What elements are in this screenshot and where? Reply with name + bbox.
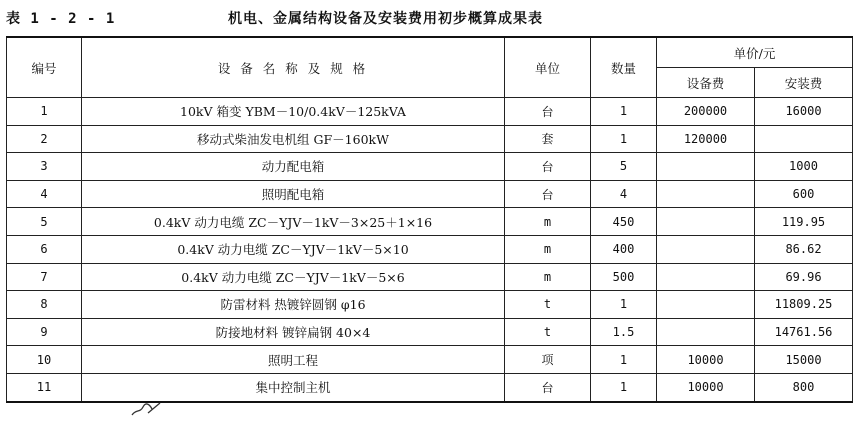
cell-unit: m (505, 235, 591, 263)
cell-install-fee: 11809.25 (755, 291, 853, 319)
cell-no: 7 (7, 263, 82, 291)
table-row (7, 263, 853, 291)
cell-equip-fee: 120000 (657, 125, 755, 153)
table-number: 表 1 - 2 - 1 (6, 11, 116, 27)
header-qty: 数量 (591, 37, 657, 98)
cell-name: 照明工程 (82, 346, 505, 374)
cell-name: 0.4kV 动力电缆 ZC－YJV－1kV－5×6 (82, 263, 505, 291)
table-row (7, 373, 853, 401)
cell-equip-fee (657, 291, 755, 319)
cell-unit: 台 (505, 153, 591, 181)
pen-mark (130, 399, 164, 419)
cell-no: 4 (7, 180, 82, 208)
header-equip-fee: 设备费 (657, 68, 755, 98)
cell-install-fee (755, 125, 853, 153)
cell-equip-fee (657, 208, 755, 236)
header-install-fee: 安装费 (755, 68, 853, 98)
cell-equip-fee: 200000 (657, 98, 755, 126)
cell-qty: 450 (591, 208, 657, 236)
cell-equip-fee (657, 180, 755, 208)
cell-no: 1 (7, 98, 82, 126)
cell-install-fee: 69.96 (755, 263, 853, 291)
cell-no: 11 (7, 373, 82, 401)
cell-install-fee: 16000 (755, 98, 853, 126)
table-row (7, 125, 853, 153)
cost-estimate-table (6, 36, 853, 403)
cell-no: 6 (7, 235, 82, 263)
cell-name: 动力配电箱 (82, 153, 505, 181)
cell-unit: t (505, 291, 591, 319)
cell-name: 防接地材料 镀锌扁钢 40×4 (82, 318, 505, 346)
cell-name: 照明配电箱 (82, 180, 505, 208)
table-row (7, 291, 853, 319)
cell-no: 5 (7, 208, 82, 236)
cell-equip-fee: 10000 (657, 373, 755, 401)
header-unit: 单位 (505, 37, 591, 98)
table-row (7, 153, 853, 181)
table-row (7, 318, 853, 346)
cell-unit: 台 (505, 180, 591, 208)
cell-no: 3 (7, 153, 82, 181)
header-row (7, 37, 853, 68)
cell-qty: 1 (591, 125, 657, 153)
cell-install-fee: 86.62 (755, 235, 853, 263)
table-row (7, 208, 853, 236)
table-row (7, 346, 853, 374)
cell-qty: 1 (591, 291, 657, 319)
cell-install-fee: 119.95 (755, 208, 853, 236)
cell-qty: 1.5 (591, 318, 657, 346)
cell-equip-fee (657, 153, 755, 181)
cell-equip-fee: 10000 (657, 346, 755, 374)
cell-qty: 1 (591, 373, 657, 401)
cell-no: 10 (7, 346, 82, 374)
header-name: 设 备 名 称 及 规 格 (82, 37, 505, 98)
cell-unit: 台 (505, 98, 591, 126)
cell-qty: 4 (591, 180, 657, 208)
cell-name: 10kV 箱变 YBM－10/0.4kV－125kVA (82, 98, 505, 126)
cell-qty: 500 (591, 263, 657, 291)
header-unit-price: 单价/元 (657, 37, 853, 68)
cell-qty: 400 (591, 235, 657, 263)
cell-install-fee: 1000 (755, 153, 853, 181)
table-title: 机电、金属结构设备及安装费用初步概算成果表 (228, 11, 543, 27)
cell-install-fee: 800 (755, 373, 853, 401)
cell-qty: 1 (591, 346, 657, 374)
header-no: 编号 (7, 37, 82, 98)
cell-unit: 台 (505, 373, 591, 401)
table-row (7, 180, 853, 208)
table-caption (0, 4, 857, 28)
cell-unit: m (505, 208, 591, 236)
cell-equip-fee (657, 263, 755, 291)
cell-unit: m (505, 263, 591, 291)
cell-name: 0.4kV 动力电缆 ZC－YJV－1kV－5×10 (82, 235, 505, 263)
table-row (7, 98, 853, 126)
cell-unit: 套 (505, 125, 591, 153)
cell-no: 2 (7, 125, 82, 153)
cell-unit: t (505, 318, 591, 346)
cell-name: 0.4kV 动力电缆 ZC－YJV－1kV－3×25＋1×16 (82, 208, 505, 236)
cell-qty: 5 (591, 153, 657, 181)
cell-name: 防雷材料 热镀锌圆钢 φ16 (82, 291, 505, 319)
cell-no: 9 (7, 318, 82, 346)
cell-qty: 1 (591, 98, 657, 126)
cell-install-fee: 15000 (755, 346, 853, 374)
cell-equip-fee (657, 235, 755, 263)
cell-name: 集中控制主机 (82, 373, 505, 401)
cell-name: 移动式柴油发电机组 GF－160kW (82, 125, 505, 153)
cell-install-fee: 600 (755, 180, 853, 208)
cell-equip-fee (657, 318, 755, 346)
cell-install-fee: 14761.56 (755, 318, 853, 346)
cell-no: 8 (7, 291, 82, 319)
table-row (7, 235, 853, 263)
cell-unit: 项 (505, 346, 591, 374)
